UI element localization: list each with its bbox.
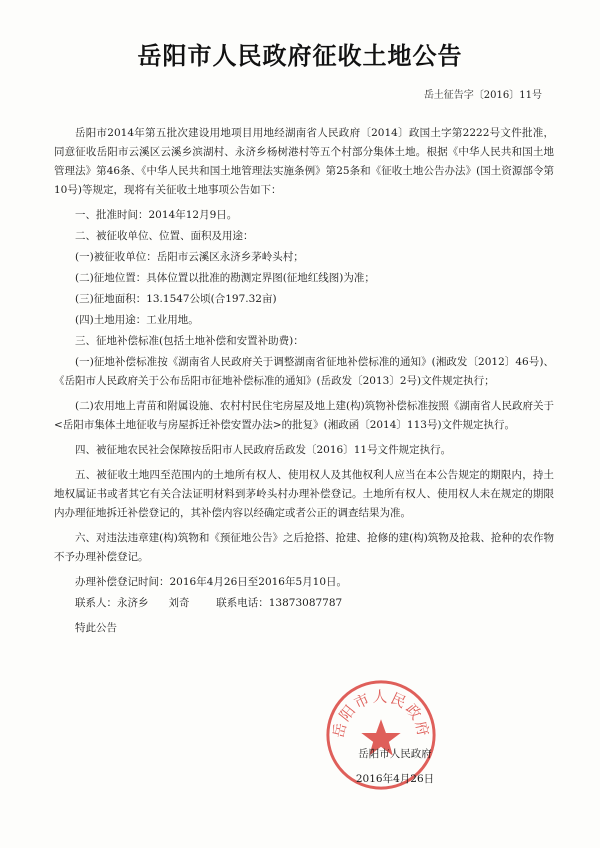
item-expropriated-unit-heading: 二、被征收单位、位置、面积及用途： [75,230,254,242]
item-land-use: (四)土地用途：工业用地。 [75,314,199,326]
intro-paragraph: 岳阳市2014年第五批次建设用地项目用地经湖南省人民政府〔2014〕政国土字第2222号文件批准，同意征收岳阳市云溪区云溪乡滨湖村、永济乡杨树港村等五个村部分集体土地。根据《中华人民共和国土地管理法》第46条、《中华人民共和国土地管理法实施条例》第25条和《征收土地公告办法》(国土资源部令第10号)等规定，现将有关征收土地事项公告如下： [54,127,554,196]
closing-text: 特此公告 [75,622,117,634]
item-illegal-buildings: 六、对违法违章建(构)筑物和《预征地公告》之后抢搭、抢建、抢修的建(构)筑物及抢栽、抢种的农作物不予办理补偿登记。 [54,532,554,563]
notice-body [54,124,554,644]
item-expropriated-unit: (一)被征收单位：岳阳市云溪区永济乡茅岭头村； [75,251,304,263]
signature-block [330,742,460,792]
contact-line [54,594,554,613]
item-compensation-heading: 三、征地补偿标准(包括土地补偿和安置补助费)： [75,335,304,347]
item-registration-rules: 五、被征收土地四至范围内的土地所有权人、使用权人及其他权利人应当在本公告规定的期限内，持土地权属证书或者其它有关合法证明材料到茅岭头村办理补偿登记。土地所有权人、使用权人未在规定的期限内办理征地拆迁补偿登记的，其补偿内容以经确定或者公正的调查结果为准。 [54,469,554,519]
phone-label: 联系电话： [216,597,269,609]
contact-label: 联系人：永济乡 [75,597,149,609]
item-crops-buildings-compensation: (二)农用地上青苗和附属设施、农村村民住宅房屋及地上建(构)筑物补偿标准按照《湖南省人民政府关于<岳阳市集体土地征收与房屋拆迁补偿安置办法>的批复》(湘政函〔2014〕113号)文件规定执行。 [54,400,554,431]
document-number: 岳土征告字〔2016〕11号 [423,90,542,101]
item-land-location: (二)征地位置：具体位置以批准的勘测定界图(征地红线图)为准； [75,272,375,284]
item-land-area: (三)征地面积：13.1547公顷(合197.32亩) [75,293,277,305]
item-approval-time: 一、批准时间：2014年12月9日。 [75,209,238,221]
item-compensation-standard: (一)征地补偿标准按《湖南省人民政府关于调整湖南省征地补偿标准的通知》(湘政发〔2012〕46号)、《岳阳市人民政府关于公布岳阳市征地补偿标准的通知》(岳政发〔2013〕2号)文件规定执行； [54,356,554,387]
issue-date: 2016年4月26日 [355,773,435,785]
item-social-security: 四、被征地农民社会保障按岳阳市人民政府岳政发〔2016〕11号文件规定执行。 [75,444,452,456]
notice-title: 岳阳市人民政府征收土地公告 [137,42,463,70]
signer: 岳阳市人民政府 [358,748,432,760]
seal-text: 岳阳市人民政府 [330,688,432,740]
registration-period: 办理补偿登记时间：2016年4月26日至2016年5月10日。 [75,576,348,588]
phone-number: 13873087787 [268,597,343,609]
contact-name: 刘奇 [168,597,190,609]
